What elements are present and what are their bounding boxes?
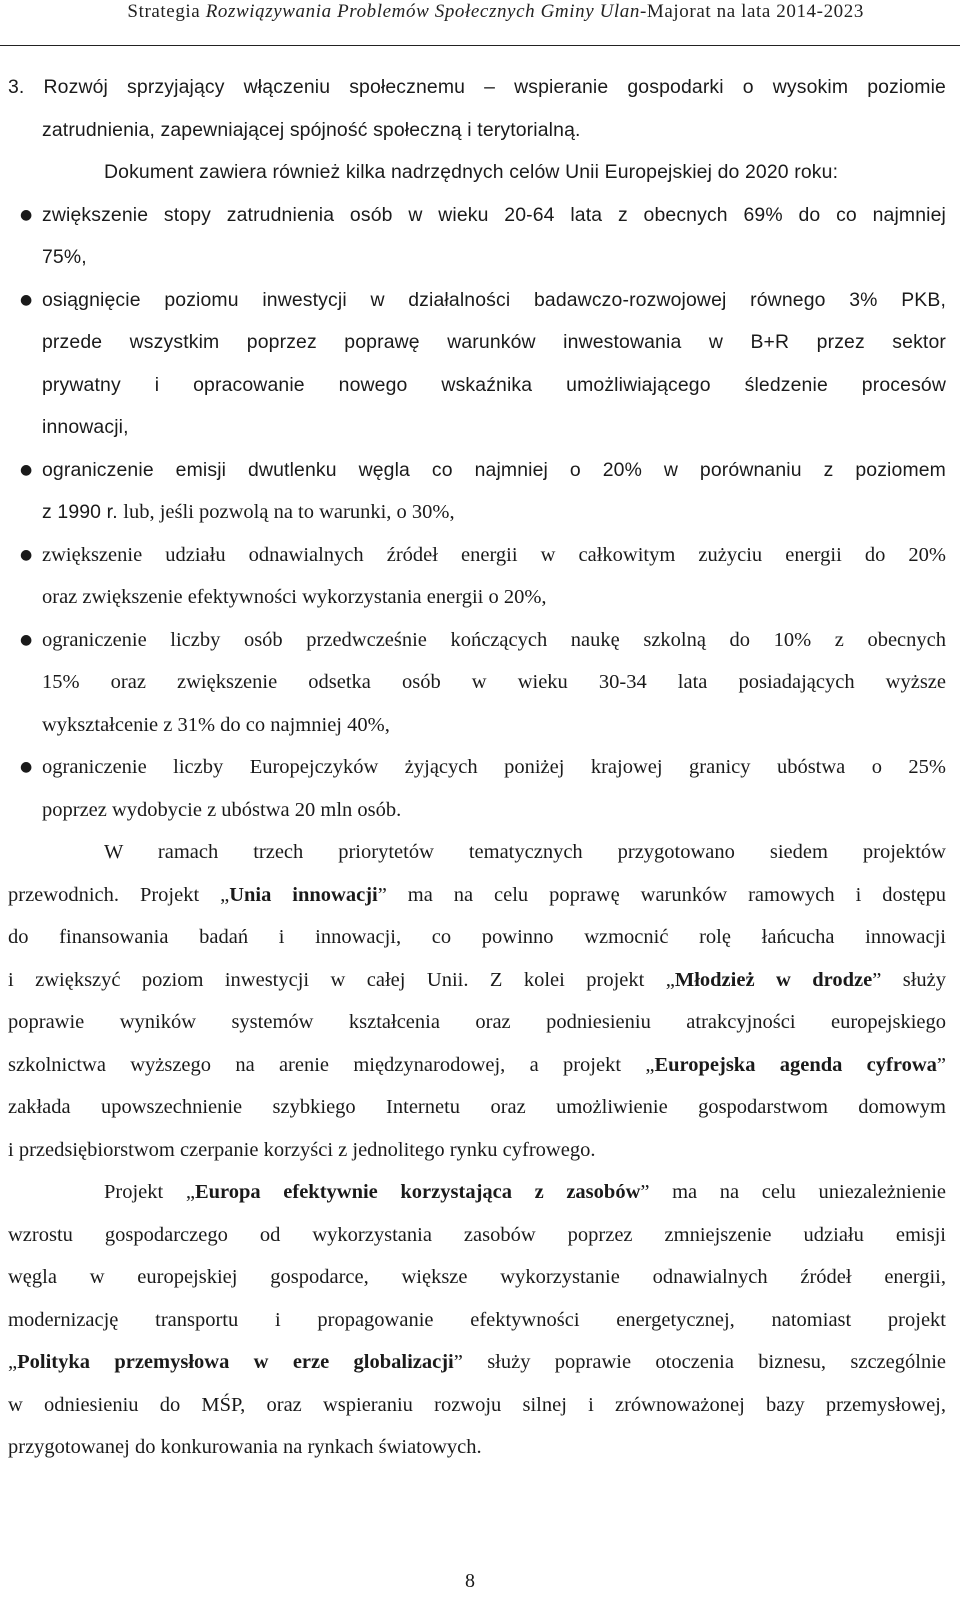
paragraph-line: poprawie wyników systemów kształcenia oraz podniesieniu atrakcyjności europejskiego (8, 1011, 946, 1033)
bullet-icon: ● (20, 759, 33, 775)
paragraph-line: w odniesieniu do MŚP, oraz wspieraniu rozwoju silnej i zrównoważonej bazy przemysłowej, (8, 1393, 946, 1416)
project-name: Europejska agenda cyfrowa (654, 1053, 937, 1076)
bullet-text: zwiększenie udziału odnawialnych źródeł energii w całkowitym zużyciu energii do 20% (42, 543, 946, 566)
paragraph-line (8, 1171, 946, 1214)
bullet-text: ograniczenie emisji dwutlenku węgla co najmniej o 20% w porównaniu z poziomem (42, 458, 946, 481)
text-span: ” (936, 1053, 946, 1076)
bullet-icon: ● (20, 206, 33, 223)
header-italic: Rozwiązywania Problemów Społecznych Gminy Ulan- (205, 1, 647, 22)
bullet-icon: ● (20, 291, 33, 308)
bullet-text: ograniczenie liczby Europejczyków żyjących poniżej krajowej granicy ubóstwa o 25% (42, 756, 946, 778)
document-body (8, 66, 946, 1469)
paragraph-line (8, 874, 946, 917)
bullet-item (8, 279, 946, 322)
text-span: ” ma na celu poprawę warunków ramowych i dostępu (377, 883, 946, 906)
paragraph-line: wzrostu gospodarczego od wykorzystania zasobów poprzez zmniejszenie udziału emisji (8, 1223, 946, 1246)
page-number: 8 (465, 1570, 475, 1592)
project-name: Polityka przemysłowa w erze globalizacji (17, 1351, 454, 1373)
text-span: i zwiększyć poziom inwestycji w całej Unii. Z kolei projekt „ (8, 968, 675, 991)
bullet-continuation (8, 491, 946, 534)
paragraph-line: i przedsiębiorstwom czerpanie korzyści z jednolitego rynku cyfrowego. (8, 1138, 596, 1161)
header-suffix: Majorat na lata 2014-2023 (646, 1, 864, 22)
text-span: ” ma na celu uniezależnienie (640, 1181, 946, 1203)
paragraph-line: do finansowania badań i innowacji, co powinno wzmocnić rolę łańcucha innowacji (8, 926, 946, 948)
paragraph-line (8, 1341, 946, 1384)
bullet-item (8, 534, 946, 577)
project-name: Młodzież w drodze (674, 968, 873, 991)
bullet-item (8, 746, 946, 789)
paragraph-line: W ramach trzech priorytetów tematycznych przygotowano siedem projektów (104, 841, 946, 863)
bullet-icon: ● (20, 631, 33, 648)
text-span: Projekt „ (104, 1181, 195, 1203)
text-span: szkolnictwa wyższego na arenie międzynarodowej, a projekt „ (8, 1053, 655, 1076)
project-name: Unia innowacji (229, 883, 378, 906)
bullet-continuation: przede wszystkim poprzez poprawę warunków inwestowania w B+R przez sektor (42, 331, 946, 353)
bullet-item (8, 194, 946, 237)
bullet-continuation: wykształcenie z 31% do co najmniej 40%, (42, 713, 390, 736)
bullet-continuation: oraz zwiększenie efektywności wykorzystania energii o 20%, (42, 586, 547, 608)
bullet-text: zwiększenie stopy zatrudnienia osób w wieku 20-64 lata z obecnych 69% do co najmniej (42, 203, 946, 226)
text-span: przewodnich. Projekt „ (8, 883, 230, 906)
bullet-continuation: 15% oraz zwiększenie odsetka osób w wieku 30-34 lata posiadających wyższe (42, 671, 946, 693)
bullet-item (8, 619, 946, 662)
header-prefix: Strategia (127, 1, 206, 22)
bullet-continuation: prywatny i opracowanie nowego wskaźnika umożliwiającego śledzenie procesów (42, 373, 946, 396)
bullet-continuation: poprzez wydobycie z ubóstwa 20 mln osób. (42, 798, 402, 821)
goals-intro: Dokument zawiera również kilka nadrzędnych celów Unii Europejskiej do 2020 roku: (104, 161, 839, 183)
text-span: ” służy poprawie otoczenia biznesu, szczególnie (453, 1351, 946, 1373)
bullet-icon: ● (20, 546, 33, 563)
paragraph-line: przygotowanej do konkurowania na rynkach światowych. (8, 1436, 482, 1458)
goal-3-line-2: zatrudnienia, zapewniającej spójność społeczną i terytorialną. (42, 118, 581, 141)
paragraph-line (8, 1044, 946, 1087)
bullet-text: osiągnięcie poziomu inwestycji w działalności badawczo-rozwojowej równego 3% PKB, (42, 288, 946, 311)
page-header (0, 0, 960, 46)
paragraph-line: zakłada upowszechnienie szybkiego Internetu oraz umożliwienie gospodarstwom domowym (8, 1096, 946, 1118)
bullet-item (8, 449, 946, 492)
text-span: ” służy (872, 968, 946, 991)
paragraph-line (8, 959, 946, 1002)
bullet-icon: ● (20, 461, 33, 478)
bullet-continuation: 75%, (42, 246, 87, 268)
project-name: Europa efektywnie korzystająca z zasobów (194, 1181, 641, 1203)
text-span: „ (8, 1351, 18, 1373)
paragraph-line: modernizację transportu i propagowanie efektywności energetycznej, natomiast projekt (8, 1308, 946, 1331)
paragraph-line: węgla w europejskiej gospodarce, większe wykorzystanie odnawialnych źródeł energii, (8, 1266, 946, 1288)
bullet-text-serif: lub, jeśli pozwolą na to warunki, o 30%, (123, 501, 455, 523)
bullet-text: ograniczenie liczby osób przedwcześnie kończących naukę szkolną do 10% z obecnych (42, 628, 946, 651)
bullet-continuation: innowacji, (42, 416, 129, 438)
goal-3-line-1: 3. Rozwój sprzyjający włączeniu społecznemu – wspieranie gospodarki o wysokim poziomie (8, 76, 946, 98)
bullet-text-sans: z 1990 r. (42, 501, 124, 523)
